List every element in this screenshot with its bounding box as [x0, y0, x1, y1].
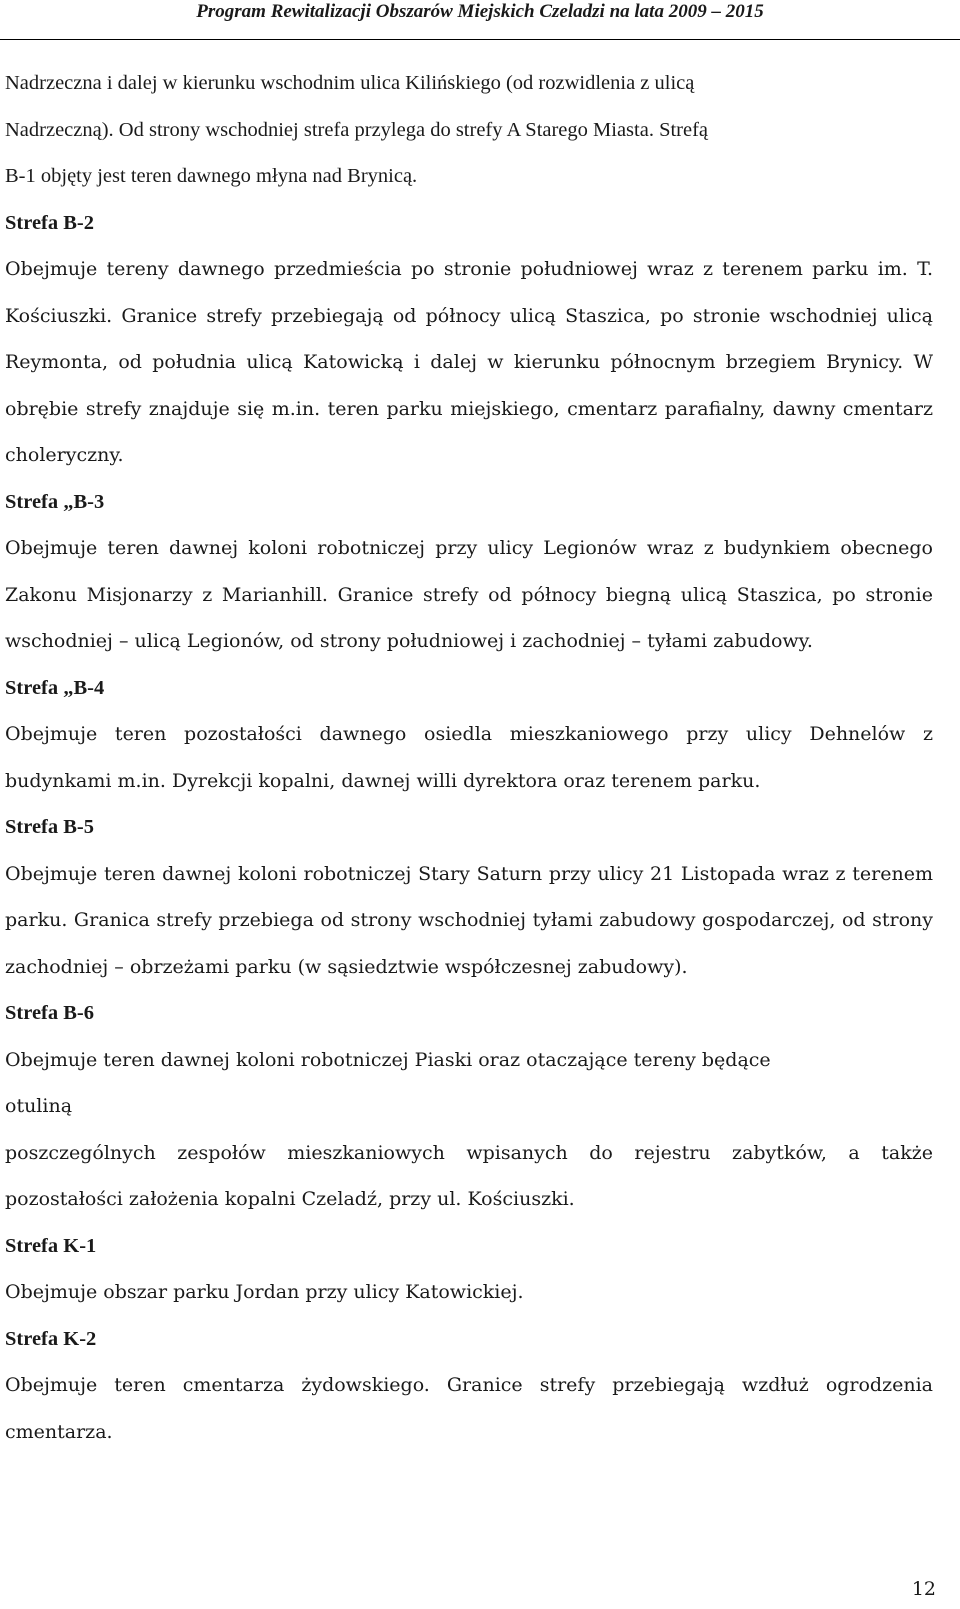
- zone-text-b3: Obejmuje teren dawnej koloni robotniczej przy ulicy Legionów wraz z budynkiem obecnego Zakonu Misjonarzy z Marianhill. Granice strefy od północy biegną ulicą Staszica, po stronie wschodniej – ulicą Legionów, od strony południowej i zachodniej – tyłami zabudowy.: [5, 537, 933, 652]
- zone-text-k2: Obejmuje teren cmentarza żydowskiego. Granice strefy przebiegają wzdłuż ogrodzenia cmentarza.: [5, 1374, 933, 1443]
- zone-heading-k1: Strefa K-1: [5, 1234, 97, 1257]
- document-title: Program Rewitalizacji Obszarów Miejskich Czeladzi na lata 2009 – 2015: [196, 1, 764, 22]
- zone-text-b6-line1: Obejmuje teren dawnej koloni robotniczej Piaski oraz otaczające tereny będące: [5, 1048, 771, 1071]
- zone-text-k1: Obejmuje obszar parku Jordan przy ulicy Katowickiej.: [5, 1281, 524, 1303]
- zone-text-b5: Obejmuje teren dawnej koloni robotniczej Stary Saturn przy ulicy 21 Listopada wraz z terenem parku. Granica strefy przebiega od strony wschodniej tyłami zabudowy gospodarczej, od strony zachodniej – obrzeżami parku (w sąsiedztwie współczesnej zabudowy).: [5, 862, 933, 978]
- page-header: [0, 0, 960, 40]
- zone-text-b4: Obejmuje teren pozostałości dawnego osiedla mieszkaniowego przy ulicy Dehnelów z budynkami m.in. Dyrekcji kopalni, dawnej willi dyrektora oraz terenem parku.: [5, 723, 933, 792]
- zone-text-b6-rest: poszczególnych zespołów mieszkaniowych wpisanych do rejestru zabytków, a także pozostałości założenia kopalni Czeladź, przy ul. Kościuszki.: [5, 1141, 933, 1210]
- zone-heading-b3: Strefa „B-3: [5, 490, 105, 513]
- zone-text-b2: Obejmuje tereny dawnego przedmieścia po stronie południowej wraz z terenem parku im. T. Kościuszki. Granice strefy przebiegają od północy ulicą Staszica, po stronie wschodniej ulicą Reymonta, od południa ulicą Katowicką i dalej w kierunku północnym brzegiem Brynicy. W obrębie strefy znajduje się m.in. teren parku miejskiego, cmentarz parafialny, dawny cmentarz choleryczny.: [5, 258, 933, 466]
- intro-line: Nadrzeczna i dalej w kierunku wschodnim ulica Kilińskiego (od rozwidlenia z ulicą: [5, 72, 695, 94]
- zone-heading-b5: Strefa B-5: [5, 816, 95, 838]
- document-body: [5, 60, 933, 1455]
- zone-heading-k2: Strefa K-2: [5, 1327, 97, 1350]
- zone-heading-b4: Strefa „B-4: [5, 676, 105, 699]
- intro-line: B-1 objęty jest teren dawnego młyna nad Brynicą.: [5, 165, 418, 187]
- zone-text-b6-line2: otuliną: [5, 1095, 73, 1117]
- zone-heading-b6: Strefa B-6: [5, 1002, 95, 1024]
- intro-line: Nadrzeczną). Od strony wschodniej strefa przylega do strefy A Starego Miasta. Strefą: [5, 118, 709, 141]
- intro-paragraph: [5, 60, 933, 200]
- page-number: 12: [911, 1578, 936, 1600]
- zone-heading-b2: Strefa B-2: [5, 211, 95, 234]
